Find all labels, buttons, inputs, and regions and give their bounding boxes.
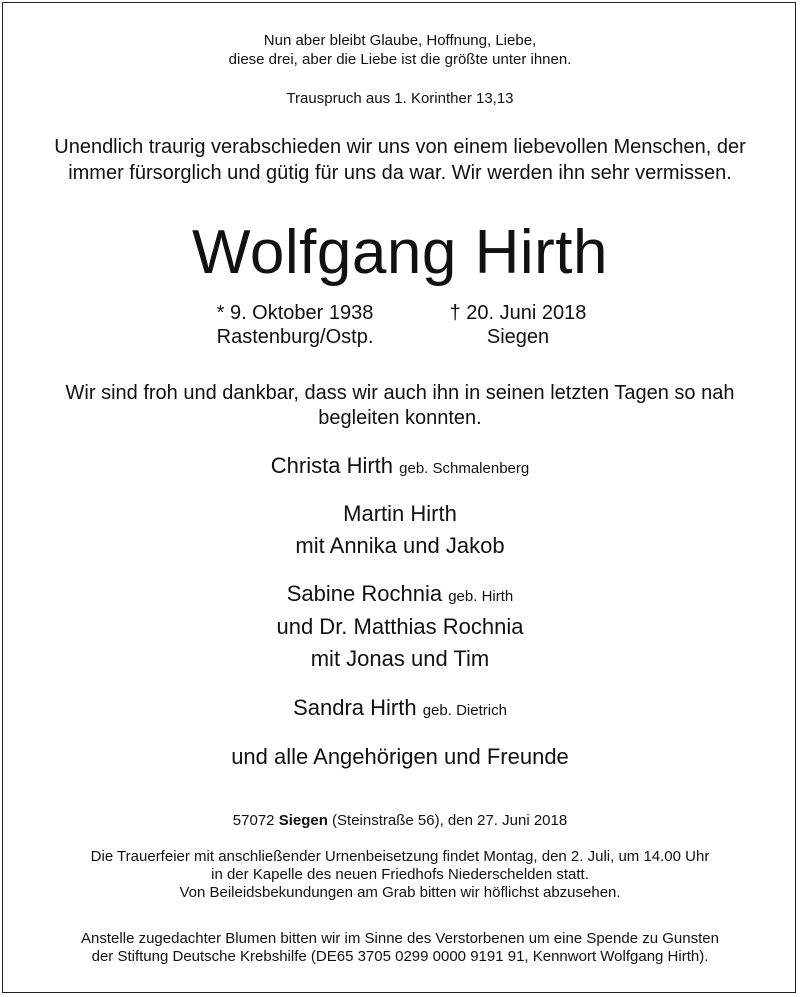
mourner-daughter2 (0, 692, 800, 727)
verse-line-2: diese drei, aber die Liebe ist die größte unter ihnen. (228, 51, 572, 68)
mourner-son-children: mit Annika und Jakob (295, 533, 505, 558)
mourner-daughter-name: Sabine Rochnia (286, 581, 443, 606)
service-line-3: Von Beileidsbekundungen am Grab bitten wir höflichst abzusehen. (179, 884, 621, 901)
verse-source: Trauspruch aus 1. Korinther 13,13 (286, 90, 514, 107)
death-place: Siegen (486, 326, 550, 348)
mourner-daughter2-maiden: geb. Dietrich (422, 702, 507, 719)
death-date: † 20. Juni 2018 (449, 302, 587, 324)
intro-line-1: Unendlich traurig verabschieden wir uns von einem liebevollen Menschen, der (54, 136, 746, 158)
address-street-date: (Steinstraße 56), den 27. Juni 2018 (332, 812, 568, 829)
mourner-wife-name: Christa Hirth (270, 453, 394, 478)
mourner-wife (0, 450, 800, 485)
deceased-name: Wolfgang Hirth (192, 218, 608, 287)
mourner-daughter2-name: Sandra Hirth (293, 695, 417, 720)
service-line-2: in der Kapelle des neuen Friedhofs Niederschelden statt. (211, 866, 589, 883)
address-zip: 57072 (232, 812, 275, 829)
mourner-wife-maiden: geb. Schmalenberg (399, 460, 530, 477)
mourner-daughter-partner: und Dr. Matthias Rochnia (276, 614, 524, 639)
birth-place: Rastenburg/Ostp. (216, 326, 374, 348)
mourner-daughter-maiden: geb. Hirth (448, 588, 514, 605)
gratitude-line-1: Wir sind froh und dankbar, dass wir auch ihn in seinen letzten Tagen so nah (65, 382, 735, 404)
intro-line-2: immer fürsorglich und gütig für uns da war. Wir werden ihn sehr vermissen. (68, 162, 732, 184)
birth-date: * 9. Oktober 1938 (216, 302, 374, 324)
donation-line-2: der Stiftung Deutsche Krebshilfe (DE65 3705 0299 0000 9191 91, Kennwort Wolfgang Hirth). (91, 948, 709, 965)
mourner-daughter (0, 578, 800, 613)
gratitude-line-2: begleiten konnten. (318, 407, 482, 429)
mourner-daughter-children: mit Jonas und Tim (310, 646, 490, 671)
mourner-others: und alle Angehörigen und Freunde (231, 744, 569, 769)
mourner-son: Martin Hirth (343, 501, 457, 526)
address-line (0, 812, 800, 830)
donation-line-1: Anstelle zugedachter Blumen bitten wir im Sinne des Verstorbenen um eine Spende zu Gunsten (81, 930, 719, 947)
address-city: Siegen (278, 812, 328, 829)
verse-line-1: Nun aber bleibt Glaube, Hoffnung, Liebe, (263, 32, 537, 49)
service-line-1: Die Trauerfeier mit anschließender Urnenbeisetzung findet Montag, den 2. Juli, um 14.00 Uhr (90, 848, 710, 865)
